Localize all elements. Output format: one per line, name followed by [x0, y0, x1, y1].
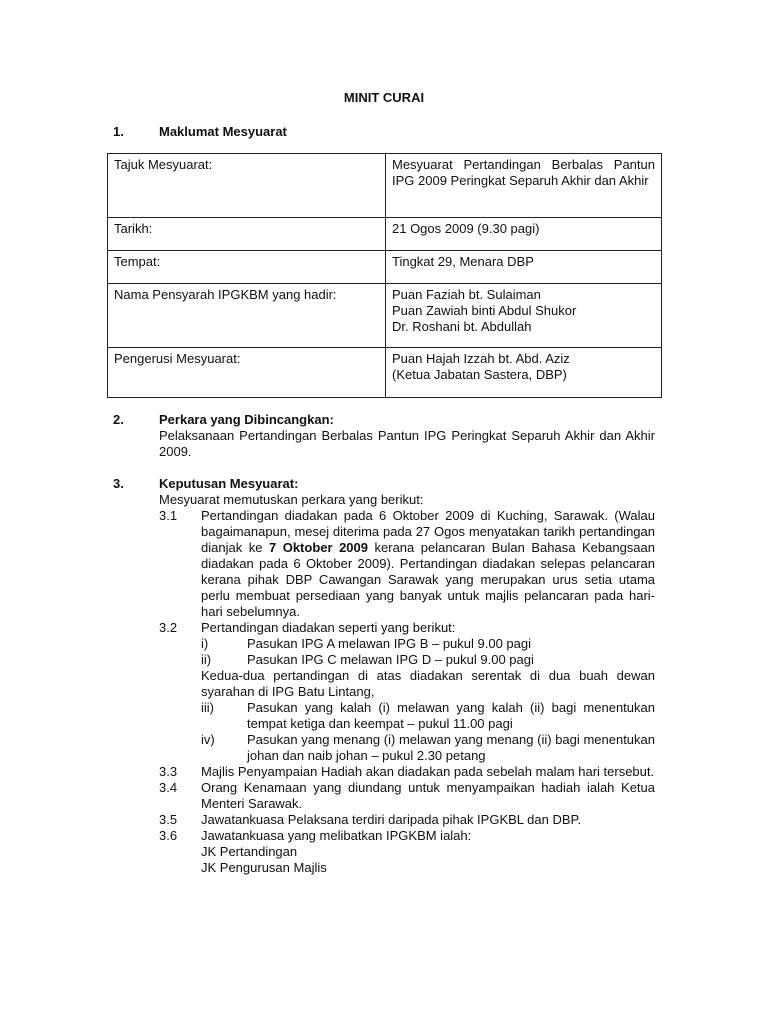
item-text: Pertandingan diadakan seperti yang berikut: [201, 620, 456, 635]
row-label: Tarikh: [108, 218, 386, 251]
list-item [159, 764, 655, 780]
section-2-number: 2. [113, 412, 124, 427]
section-1-title: Maklumat Mesyuarat [159, 124, 287, 139]
committee-line: JK Pertandingan [201, 844, 298, 859]
section-3-title: Keputusan Mesyuarat: [159, 476, 299, 491]
list-item [159, 620, 655, 764]
section-3-heading [113, 476, 298, 492]
section-2-title: Perkara yang Dibincangkan: [159, 412, 334, 427]
row-value: Mesyuarat Pertandingan Berbalas Pantun IPG 2009 Peringkat Separuh Akhir dan Akhir [386, 154, 662, 218]
item-text: Orang Kenamaan yang diundang untuk menyampaikan hadiah ialah Ketua Menteri Sarawak. [201, 780, 655, 811]
roman-number: ii) [201, 652, 212, 667]
table-row [108, 251, 662, 284]
row-value: Puan Faziah bt. Sulaiman Puan Zawiah binti Abdul Shukor Dr. Roshani bt. Abdullah [386, 284, 662, 348]
section-3-body [159, 492, 655, 876]
subitem-text: Pasukan yang kalah (i) melawan yang kalah (ii) bagi menentukan tempat ketiga dan keempat – pukul 11.00 pagi [247, 700, 655, 731]
row-label: Tajuk Mesyuarat: [108, 154, 386, 218]
roman-number: iv) [201, 732, 215, 747]
roman-subitem [201, 636, 655, 652]
row-value: 21 Ogos 2009 (9.30 pagi) [386, 218, 662, 251]
roman-number: iii) [201, 700, 214, 715]
table-row [108, 218, 662, 251]
section-1-heading [113, 124, 287, 140]
item-number: 3.4 [159, 780, 178, 795]
row-value: Puan Hajah Izzah bt. Abd. Aziz (Ketua Jabatan Sastera, DBP) [386, 348, 662, 398]
row-label: Nama Pensyarah IPGKBM yang hadir: [108, 284, 386, 348]
table-row [108, 284, 662, 348]
item-number: 3.1 [159, 508, 178, 523]
item-text: Pertandingan diadakan pada 6 Oktober 2009 di Kuching, Sarawak. (Walau bagaimanapun, mesej diterima pada 27 Ogos menyatakan tarikh pertandingan dianjak ke 7 Oktober 2009 kerana pelancaran Bulan Bahasa Kebangsaan diadakan pada 6 Oktober 2009). Pertandingan diadakan selepas pelancaran kerana pihak DBP Cawangan Sarawak yang merupakan urus setia utama perlu membuat persediaan yang banyak untuk majlis pelancaran pada hari-hari sebelumnya. [201, 508, 655, 619]
table-row [108, 348, 662, 398]
meeting-info-table [107, 153, 662, 398]
roman-subitem [201, 652, 655, 668]
item-number: 3.5 [159, 812, 178, 827]
item-number: 3.6 [159, 828, 178, 843]
section-2-text: Pelaksanaan Pertandingan Berbalas Pantun IPG Peringkat Separuh Akhir dan Akhir 2009. [159, 428, 655, 459]
section-2-heading [113, 412, 334, 428]
table-row [108, 154, 662, 218]
roman-subitem [201, 700, 655, 732]
section-3-number: 3. [113, 476, 124, 491]
item-number: 3.2 [159, 620, 178, 635]
item-number: 3.3 [159, 764, 178, 779]
list-item [159, 780, 655, 812]
section-3-intro: Mesyuarat memutuskan perkara yang berikut: [159, 492, 424, 507]
list-item [159, 812, 655, 828]
row-label: Pengerusi Mesyuarat: [108, 348, 386, 398]
list-item [159, 828, 655, 876]
subitem-text: Pasukan yang menang (i) melawan yang menang (ii) bagi menentukan johan dan naib johan – pukul 2.30 petang [247, 732, 655, 763]
row-label: Tempat: [108, 251, 386, 284]
list-item [159, 508, 655, 620]
new-date-emphasis: 7 Oktober 2009 [268, 540, 368, 555]
committee-line: JK Pengurusan Majlis [201, 860, 327, 875]
roman-subitem [201, 732, 655, 764]
section-1-number: 1. [113, 124, 124, 139]
item-text: Majlis Penyampaian Hadiah akan diadakan pada sebelah malam hari tersebut. [201, 764, 655, 779]
row-value: Tingkat 29, Menara DBP [386, 251, 662, 284]
item-text: Jawatankuasa yang melibatkan IPGKBM ialah: [201, 828, 472, 843]
roman-number: i) [201, 636, 209, 651]
doc-title: MINIT CURAI [343, 90, 425, 105]
schedule-note: Kedua-dua pertandingan di atas diadakan serentak di dua buah dewan syarahan di IPG Batu Lintang, [201, 668, 655, 699]
item-text: Jawatankuasa Pelaksana terdiri daripada pihak IPGKBL dan DBP. [201, 812, 582, 827]
subitem-text: Pasukan IPG A melawan IPG B – pukul 9.00 pagi [247, 636, 532, 651]
subitem-text: Pasukan IPG C melawan IPG D – pukul 9.00 pagi [247, 652, 534, 667]
